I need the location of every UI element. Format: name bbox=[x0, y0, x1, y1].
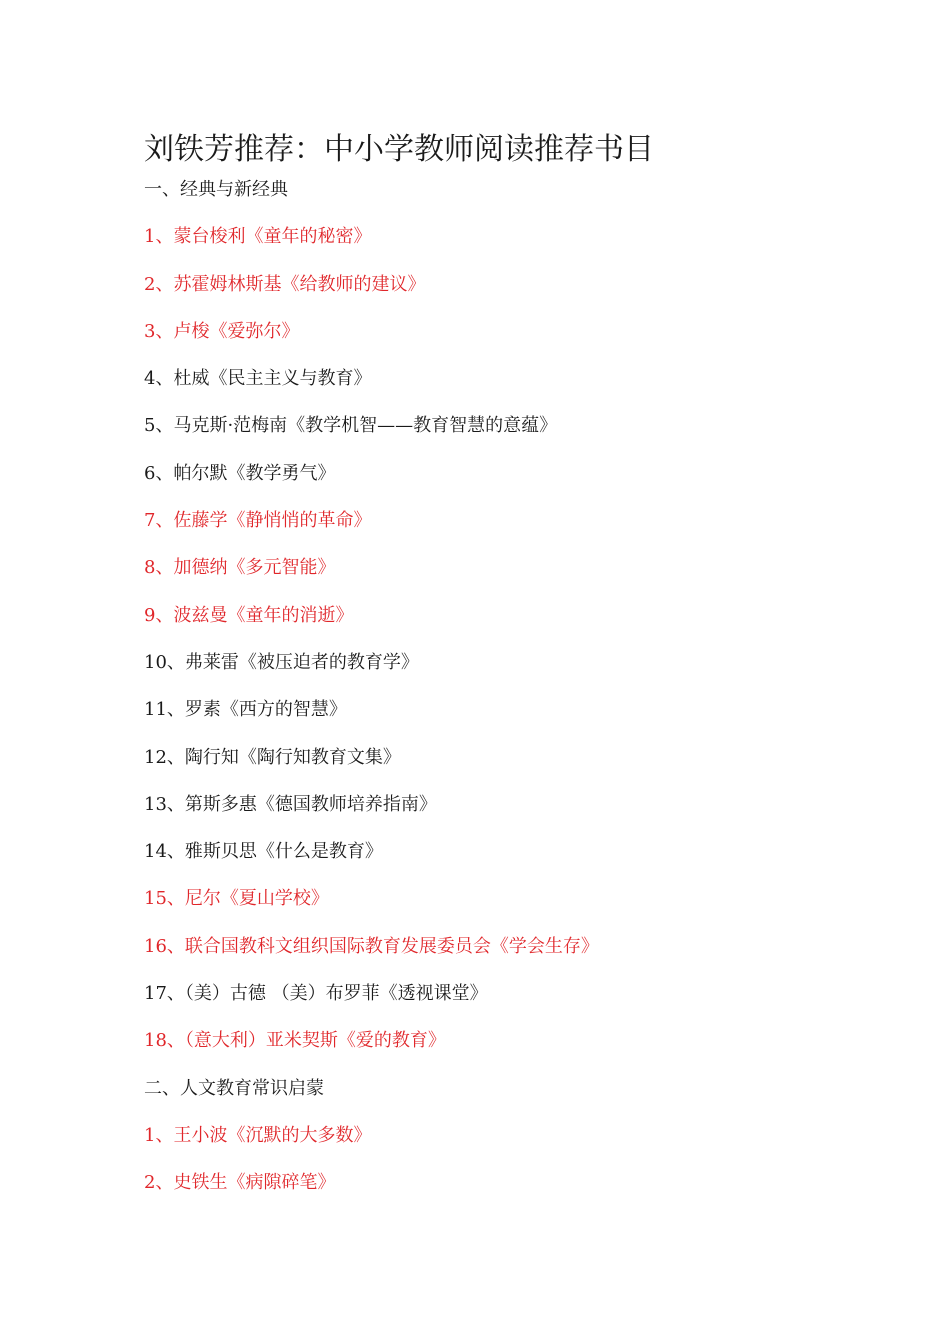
list-item: 18、（意大利）亚米契斯《爱的教育》 bbox=[144, 1030, 446, 1052]
list-item: 8、加德纳《多元智能》 bbox=[144, 557, 336, 579]
list-item: 14、雅斯贝思《什么是教育》 bbox=[144, 841, 383, 863]
list-item: 7、佐藤学《静悄悄的革命》 bbox=[144, 510, 372, 532]
list-item: 5、马克斯·范梅南《教学机智——教育智慧的意蕴》 bbox=[144, 415, 558, 437]
document-title: 刘铁芳推荐：中小学教师阅读推荐书目 bbox=[144, 132, 654, 167]
list-item: 9、波兹曼《童年的消逝》 bbox=[144, 604, 354, 626]
list-item: 1、王小波《沉默的大多数》 bbox=[144, 1124, 372, 1146]
list-item: 3、卢梭《爱弥尔》 bbox=[144, 320, 300, 342]
section-heading: 一、经典与新经典 bbox=[144, 179, 288, 200]
list-item: 4、杜威《民主主义与教育》 bbox=[144, 368, 372, 390]
list-item: 11、罗素《西方的智慧》 bbox=[144, 699, 347, 721]
list-item: 6、帕尔默《教学勇气》 bbox=[144, 462, 336, 484]
list-item: 1、蒙台梭利《童年的秘密》 bbox=[144, 226, 372, 248]
list-item: 16、联合国教科文组织国际教育发展委员会《学会生存》 bbox=[144, 935, 599, 957]
document-page bbox=[144, 128, 864, 1219]
list-item: 15、尼尔《夏山学校》 bbox=[144, 888, 329, 910]
list-item: 17、（美）古德 （美）布罗菲《透视课堂》 bbox=[144, 983, 488, 1005]
list-item: 13、第斯多惠《德国教师培养指南》 bbox=[144, 793, 437, 815]
section-heading: 二、人文教育常识启蒙 bbox=[144, 1077, 324, 1099]
list-item: 2、史铁生《病隙碎笔》 bbox=[144, 1172, 336, 1194]
list-item: 2、苏霍姆林斯基《给教师的建议》 bbox=[144, 273, 426, 295]
list-item: 10、弗莱雷《被压迫者的教育学》 bbox=[144, 651, 419, 673]
list-item: 12、陶行知《陶行知教育文集》 bbox=[144, 746, 401, 768]
book-list bbox=[144, 178, 864, 1194]
